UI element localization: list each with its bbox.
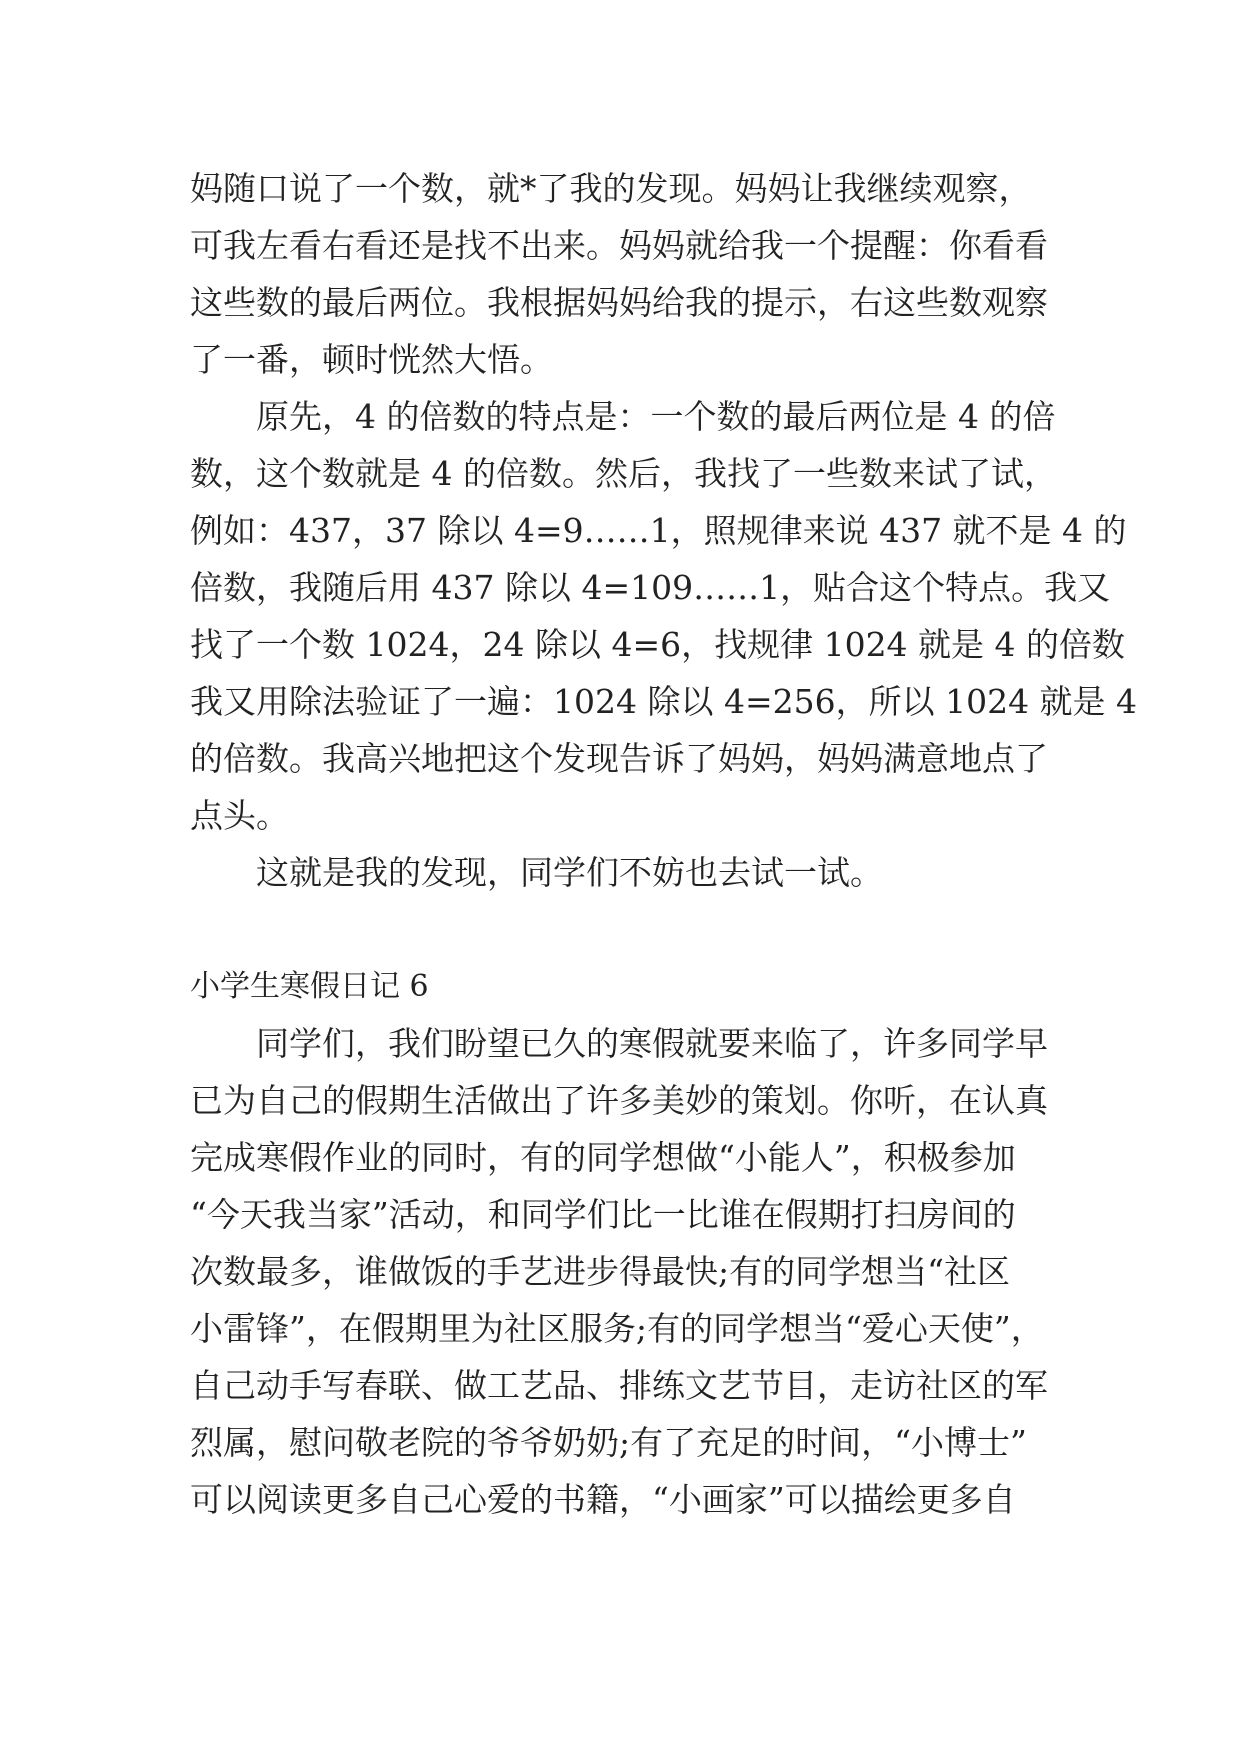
text-line: 可以阅读更多自己心爱的书籍，“小画家”可以描绘更多自 (190, 1480, 1016, 1519)
text-line: 完成寒假作业的同时，有的同学想做“小能人”，积极参加 (190, 1138, 1016, 1177)
document-body (190, 160, 1138, 1528)
text-line: 了一番，顿时恍然大悟。 (190, 340, 553, 379)
text-line: 妈随口说了一个数，就*了我的发现。妈妈让我继续观察， (190, 169, 1032, 208)
section-title: 小学生寒假日记 6 (190, 969, 429, 1004)
text-line: 可我左看右看还是找不出来。妈妈就给我一个提醒：你看看 (190, 226, 1048, 265)
paragraph-winter-vacation (190, 1015, 1070, 1528)
text-line: 的倍数。我高兴地把这个发现告诉了妈妈，妈妈满意地点了 (190, 739, 1048, 778)
text-line: 次数最多，谁做饭的手艺进步得最快;有的同学想当“社区 (190, 1252, 1010, 1291)
text-line: 烈属，慰问敬老院的爷爷奶奶;有了充足的时间，“小博士” (190, 1423, 1027, 1462)
paragraph-multiple-of-four (190, 388, 1138, 844)
text-line: 找了一个数 1024，24 除以 4=6，找规律 1024 就是 4 的倍数 (190, 625, 1126, 664)
text-line: 点头。 (190, 796, 289, 835)
text-line: 数，这个数就是 4 的倍数。然后，我找了一些数来试了试， (190, 454, 1057, 493)
text-line: 同学们，我们盼望已久的寒假就要来临了，许多同学早 (256, 1024, 1048, 1063)
text-line: 已为自己的假期生活做出了许多美妙的策划。你听，在认真 (190, 1081, 1048, 1120)
text-line: 我又用除法验证了一遍：1024 除以 4=256，所以 1024 就是 4 (190, 682, 1138, 721)
paragraph-discovery-intro (190, 160, 1070, 388)
paragraph-conclusion (190, 844, 1070, 901)
text-line: 这就是我的发现，同学们不妨也去试一试。 (256, 853, 883, 892)
text-line: 原先，4 的倍数的特点是：一个数的最后两位是 4 的倍 (256, 397, 1056, 436)
section-spacer (190, 901, 1070, 958)
text-line: 例如：437，37 除以 4=9……1，照规律来说 437 就不是 4 的 (190, 511, 1127, 550)
text-line: 自己动手写春联、做工艺品、排练文艺节目，走访社区的军 (190, 1366, 1048, 1405)
text-line: 倍数，我随后用 437 除以 4=109……1，贴合这个特点。我又 (190, 568, 1111, 607)
text-line: “今天我当家”活动，和同学们比一比谁在假期打扫房间的 (190, 1195, 1016, 1234)
text-line: 小雷锋”，在假期里为社区服务;有的同学想当“爱心天使”， (190, 1309, 1044, 1348)
text-line: 这些数的最后两位。我根据妈妈给我的提示，右这些数观察 (190, 283, 1048, 322)
